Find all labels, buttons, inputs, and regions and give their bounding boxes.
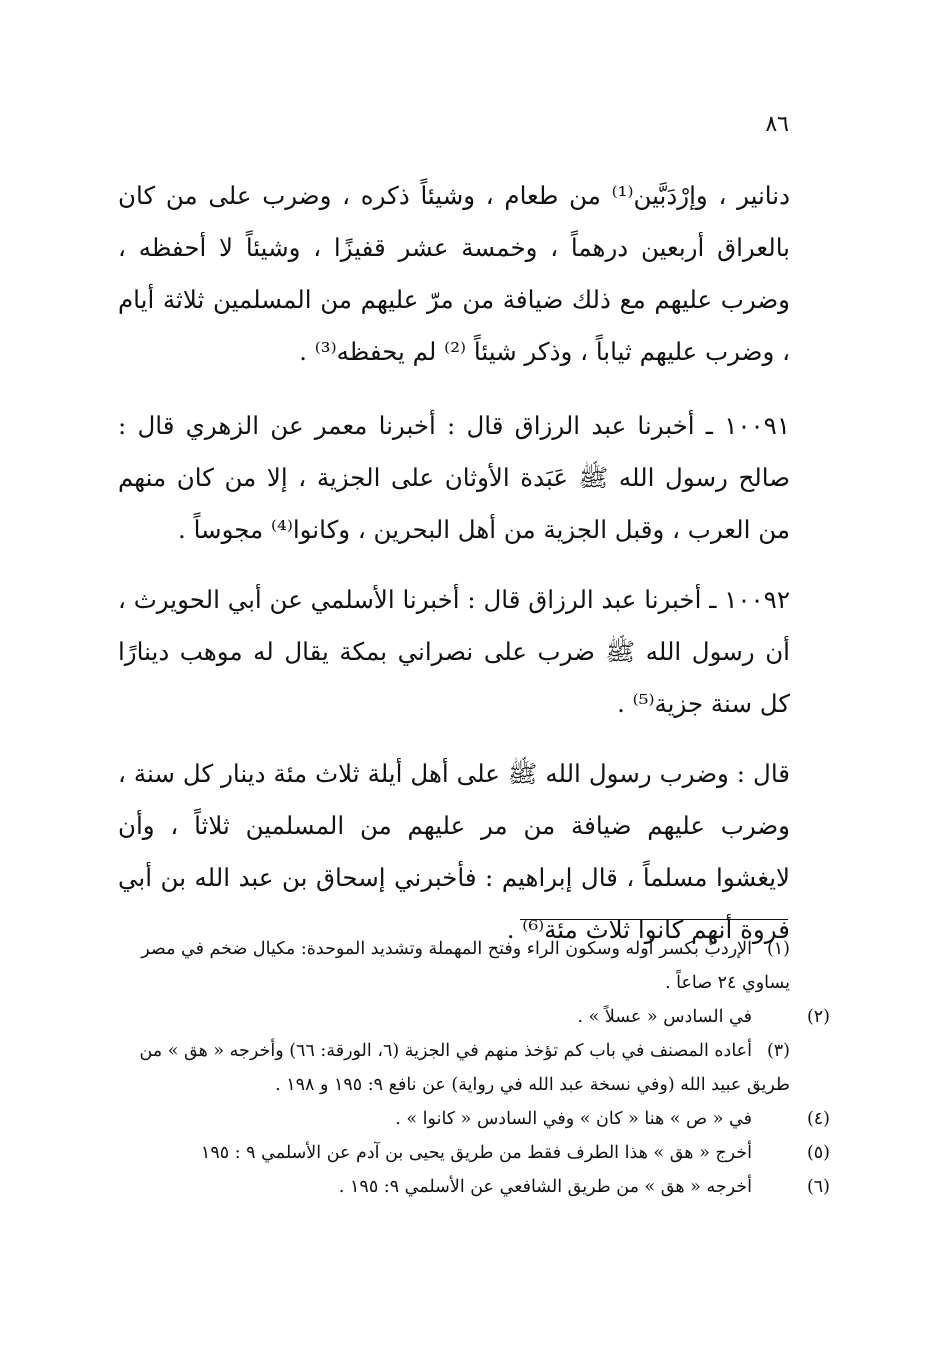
footnote-number: (٦) <box>806 1177 830 1197</box>
footnote-text: أخرج « هق » هذا الطرف فقط من طريق يحيى بن آدم عن الأسلمي ٩ : ١٩٥ <box>200 1143 752 1163</box>
footnote-text: في « ص » هنا « كان » وفي السادس « كانوا » . <box>395 1109 752 1129</box>
footnote-4 <box>118 1102 830 1136</box>
paragraph-qala: قال : وضرب رسول الله ﷺ على أهل أيلة ثلاث مئة دينار كل سنة ، وضرب عليهم ضيافة من مر عليهم من المسلمين ثلاثاً ، وأن لايغشوا مسلماً ، قال إبراهيم : فأخبرني إسحاق بن عبد الله بن أبي فروة أنهم كانوا ثلاث مئة⁽⁶⁾ . <box>118 759 790 944</box>
footnote-3 <box>118 1034 790 1102</box>
footnote-number: (٥) <box>806 1143 830 1163</box>
paragraph-continuation: دنانير ، وإرْدَبَّين⁽¹⁾ من طعام ، وشيئاً ذكره ، وضرب على من كان بالعراق أربعين درهماً ، وخمسة عشر قفيزًا ، وشيئاً لا أحفظه ، وضرب عليهم مع ذلك ضيافة من مرّ عليهم من المسلمين ثلاثة أيام ، وضرب عليهم ثياباً ، وذكر شيئاً ⁽²⁾ لم يحفظه⁽³⁾ . <box>118 181 790 366</box>
page-number: ٨٦ <box>765 112 789 137</box>
footnote-text: الإردبُّ بكسر أوله وسكون الراء وفتح المهملة وتشديد الموحدة: مكيال ضخم في مصر يساوي ٢٤ صاعاً . <box>141 939 790 993</box>
hadith-10092: ١٠٠٩٢ ـ أخبرنا عبد الرزاق قال : أخبرنا الأسلمي عن أبي الحويرث ، أن رسول الله ﷺ ضرب على نصراني بمكة يقال له موهب دينارًا كل سنة جزية⁽⁵⁾ . <box>118 585 790 718</box>
footnote-number: (١) <box>766 939 790 959</box>
footnote-6 <box>118 1170 830 1204</box>
footnote-text: أعاده المصنف في باب كم تؤخذ منهم في الجزية (٦، الورقة: ٦٦) وأخرجه « هق » من طريق عبيد الله (وفي نسخة عبد الله في رواية) عن نافع ٩: ١٩٥ و ١٩٨ . <box>139 1041 790 1095</box>
footnote-text: في السادس « عسلاً » . <box>577 1007 752 1027</box>
main-text <box>118 170 790 974</box>
footnote-number: (٣) <box>766 1041 790 1061</box>
footnote-number: (٢) <box>806 1007 830 1027</box>
hadith-10091: ١٠٠٩١ ـ أخبرنا عبد الرزاق قال : أخبرنا معمر عن الزهري قال : صالح رسول الله ﷺ عَبَدة الأوثان على الجزية ، إلا من كان منهم من العرب ، وقبل الجزية من أهل البحرين ، وكانوا⁽⁴⁾ مجوساً . <box>118 411 790 544</box>
footnote-text: أخرجه « هق » من طريق الشافعي عن الأسلمي ٩: ١٩٥ . <box>338 1177 752 1197</box>
footnote-1 <box>118 932 790 1000</box>
footnote-number: (٤) <box>806 1109 830 1129</box>
footnote-divider <box>520 919 788 920</box>
footnotes <box>118 932 830 1204</box>
footnote-2 <box>118 1000 830 1034</box>
footnote-5 <box>118 1136 830 1170</box>
